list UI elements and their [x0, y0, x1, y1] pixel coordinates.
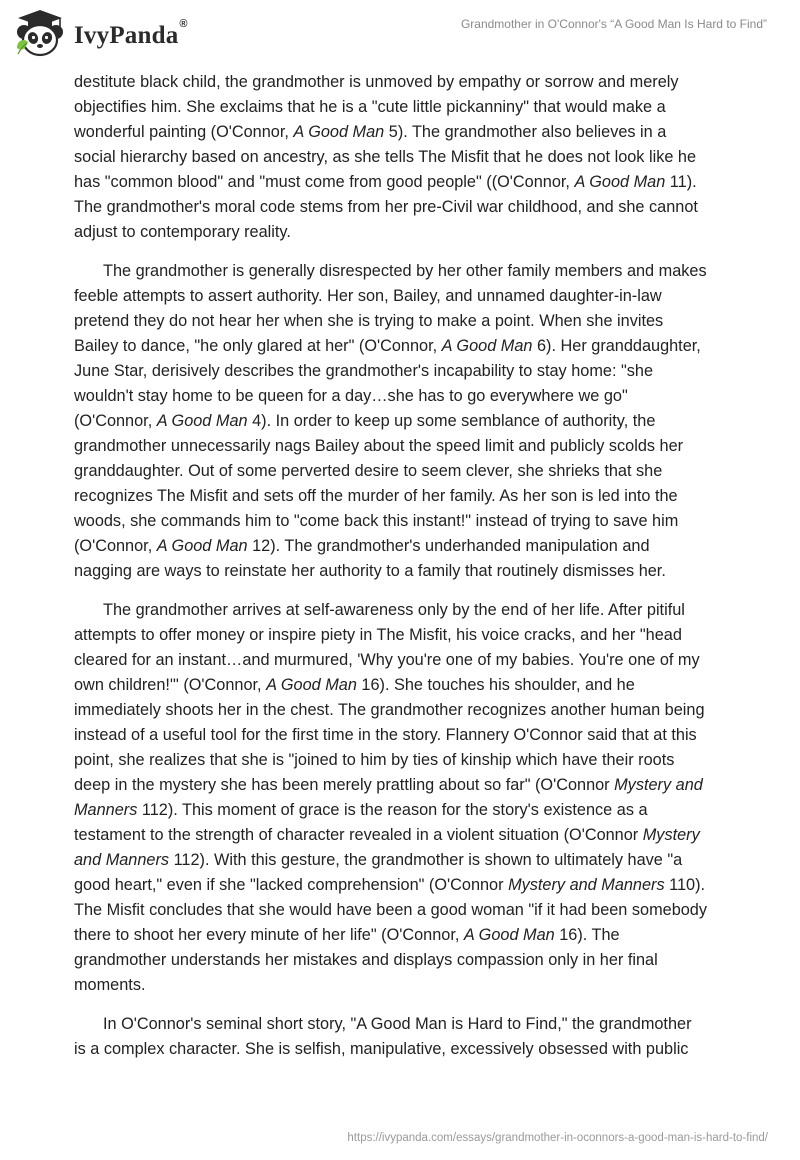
paragraph-text: 112). This moment of grace is the reason for the story's existence as a testament to the strength of character revealed in a violent situation (O'Connor [74, 801, 648, 844]
ivypanda-logo[interactable] [14, 8, 188, 58]
article-body [74, 70, 734, 1076]
paragraph-text: The grandmother arrives at self-awareness only by the end of her life. After pitiful attempts to offer money or inspire piety in The Misfit, his voice cracks, and her "head cleared for an instant…and murmured, 'Why you're one of my babies. You're one of my own children!'" (O'Connor, [74, 601, 700, 694]
paragraph-text: 5). The grandmother also believes in a social hierarchy based on ancestry, as she tells The Misfit that he does not look like he has "common blood" and "must come from good people" ((O'Connor, [74, 123, 697, 191]
cited-title: A Good Man [441, 337, 533, 355]
paragraph-text: 4). In order to keep up some semblance of authority, the grandmother unnecessarily nags Bailey about the speed limit and publicly scolds her granddaughter. Out of some perverted desire to seem clever, she shrieks that she recognizes The Misfit and sets off the murder of her family. As her son is led into the woods, she commands him to "come back this instant!" instead of trying to save him (O'Connor, [74, 412, 684, 555]
cited-title: Mystery and Manners [74, 776, 703, 819]
paragraph-text: 16). She touches his shoulder, and he immediately shoots her in the chest. The grandmother recognizes another human being instead of a useful tool for the first time in the story. Flannery O'Connor said that at this point, she realizes that she is "joined to him by ties of kinship which have their roots deep in the mystery she has been merely prattling about so far" (O'Connor [74, 676, 705, 794]
cited-title: A Good Man [266, 676, 357, 694]
paragraph-text: 12). The grandmother's underhanded manipulation and nagging are ways to reinstate her authority to a family that routinely dismisses her. [74, 537, 666, 580]
cited-title: Mystery and Manners [508, 876, 665, 894]
article-paragraph [74, 70, 734, 245]
brand-name-text: IvyPanda [74, 22, 179, 49]
paragraph-text: 11). The grandmother's moral code stems from her pre-Civil war childhood, and she cannot adjust to contemporary reality. [74, 173, 698, 241]
paragraph-text: 112). With this gesture, the grandmother is shown to ultimately have "a good heart," even if she "lacked comprehension" (O'Connor [74, 851, 683, 894]
article-paragraph [74, 1012, 734, 1062]
cited-title: A Good Man [156, 537, 248, 555]
cited-title: A Good Man [574, 173, 666, 191]
paragraph-text: In O'Connor's seminal short story, "A Good Man is Hard to Find," the grandmother is a complex character. She is selfish, manipulative, excessively obsessed with public [74, 1015, 692, 1058]
document-title: Grandmother in O'Connor's “A Good Man Is Hard to Find” [460, 17, 767, 31]
source-url[interactable]: https://ivypanda.com/essays/grandmother-in-oconnors-a-good-man-is-hard-to-find/ [347, 1132, 768, 1144]
cited-title: Mystery and Manners [74, 826, 700, 869]
page-header [0, 0, 800, 62]
cited-title: A Good Man [463, 926, 555, 944]
registered-mark: ® [179, 18, 188, 30]
panda-graduate-icon [14, 8, 70, 58]
article-paragraph [74, 259, 734, 584]
paragraph-text: 16). The grandmother understands her mistakes and displays compassion only in her final moments. [74, 926, 658, 994]
paragraph-text: 110). The Misfit concludes that she would have been a good woman "if it had been somebody there to shoot her every minute of her life" (O'Connor, [74, 876, 707, 944]
paragraph-text: 6). Her granddaughter, June Star, derisively describes the grandmother's incapability to stay home: "she wouldn't stay home to be queen for a day…she has to go everywhere we go" (O'Connor, [74, 337, 701, 430]
brand-name [74, 18, 188, 50]
cited-title: A Good Man [293, 123, 385, 141]
paragraph-text: destitute black child, the grandmother is unmoved by empathy or sorrow and merely objectifies him. She exclaims that he is a "cute little pickanniny" that would make a wonderful painting (O'Connor, [74, 73, 679, 141]
cited-title: A Good Man [156, 412, 248, 430]
paragraph-text: The grandmother is generally disrespected by her other family members and makes feeble attempts to assert authority. Her son, Bailey, and unnamed daughter-in-law pretend they do not hear her when she is trying to make a point. When she invites Bailey to dance, "he only glared at her" (O'Connor, [74, 262, 707, 355]
article-paragraph [74, 598, 734, 998]
